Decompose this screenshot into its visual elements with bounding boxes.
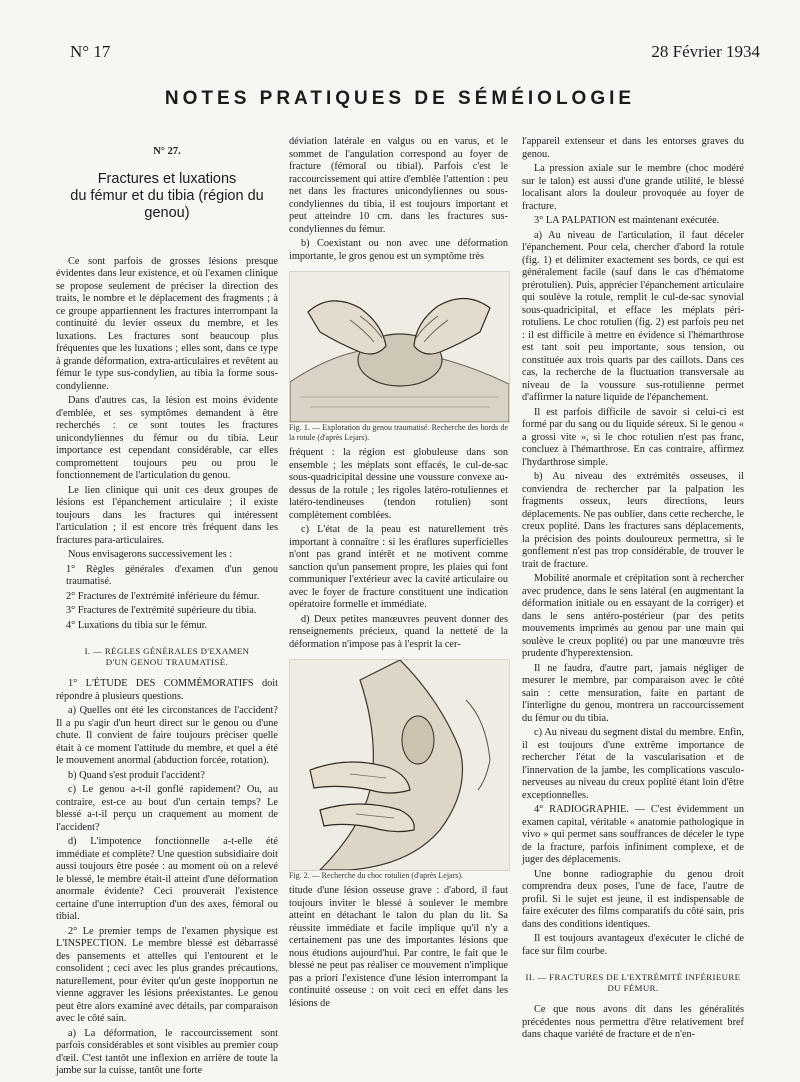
column-2 [289, 136, 508, 1012]
paragraph: d) Deux petites manœuvres peuvent donner des renseignements précieux, quand la netteté de la déformation n'impose pas à l'esprit la cer- [289, 613, 508, 650]
paragraph: b) Coexistant ou non avec une déformation importante, le gros genou est un symptôme très [289, 238, 508, 262]
paragraph: Il est toujours avantageux d'exécuter le cliché de face sur film courbe. [522, 933, 744, 957]
figure-1 [289, 271, 508, 443]
figure-2-caption: Fig. 2. — Recherche du choc rotulien (d'après Lejars). [289, 871, 464, 880]
page-header [70, 42, 760, 66]
paragraph: d) L'impotence fonctionnelle a-t-elle été immédiate et complète? Une question subsidiaire doit aussi toujours être posée : au moment où on a relevé le blessé, le membre était-il atteint d'une déformation anormale évidente? Ceci prouverait l'existence certaine d'une interruption d'un des axes, fémoral ou tibial. [56, 836, 278, 922]
paragraph: 3° LA PALPATION est maintenant exécutée. [534, 215, 720, 226]
page-date: 28 Février 1934 [651, 42, 760, 61]
paragraph: a) Au niveau de l'articulation, il faut déceler l'épanchement. Pour cela, chercher d'abord la rotule (fig. 1) et délimiter exactement ses bords, ce qui est généralement facile (sauf dans le cas d'hématome prérotulien). Puis, apprécier l'épanchement articulaire qui soulève la rotule, remplit le cul-de-sac synovial sous-quadricipital, et efface les méplats péri-rotuliens. Le choc rotulien (fig. 2) est parfois peu net : il est difficile à mettre en évidence si l'hémarthrose est tant soit peu importante, sous tension, ou constituée aux trois quarts par des caillots. Dans ces cas, la recherche de la fluctuation transversale au niveau de la voussure sus-rotulienne permet d'affirmer la nature liquide de l'épanchement. [522, 229, 744, 403]
paragraph: l'appareil extenseur et dans les entorses graves du genou. [522, 136, 744, 160]
paragraph: b) Au niveau des extrémités osseuses, il conviendra de rechercher par la palpation les fragments osseux, leurs directions, leurs déplacements. Ne pas oublier, dans cette recherche, le creux poplité. Dans les fractures sans déplacements, la précision des points douloureux permettra, si le gonflement n'est pas trop considérable, de trouver le trait de fracture. [522, 471, 745, 570]
paragraph: Une bonne radiographie du genou droit comprendra deux poses, l'une de face, l'autre de profil. Si le sujet est jeune, il est indispensable de faire exécuter des films comparatifs du côté sain, pris dans des conditions identiques. [522, 868, 744, 930]
paragraph: Il ne faudra, d'autre part, jamais négliger de mesurer le membre, par comparaison avec le côté sain : cette mensuration, faite en partant de l'interligne du genou, montrera un raccourcissement du fémur ou du tibia. [522, 662, 744, 724]
paragraph: 1° L'ÉTUDE DES COMMÉMORATIFS doit répondre à plusieurs questions. [56, 678, 278, 702]
list-item: 2° Fractures de l'extrémité inférieure du fémur. [66, 590, 260, 602]
column-1 [56, 136, 278, 1080]
knee-palpation-illustration [289, 271, 510, 423]
column-3 [522, 136, 744, 1044]
article-title-line1: Fractures et luxations [97, 170, 237, 187]
patellar-tap-illustration [289, 659, 510, 871]
paragraph: c) Au niveau du segment distal du membre. Enfin, il est toujours d'une extrême importance de rechercher l'état de la vascularisation et de l'innervation de la jambe, les complications vasculo-nerveuses au niveau du creux poplité étant loin d'être exceptionnelles. [522, 727, 744, 801]
subheading [56, 646, 278, 668]
article-title [56, 171, 278, 222]
subheading [522, 972, 744, 994]
paragraph: c) L'état de la peau est naturellement très important à connaître : si les éraflures superficielles n'ont pas grand intérêt et ne motivent comme sanction qu'un pansement propre, les plaies qui font communiquer l'extérieur avec la cavité articulaire ou avec le foyer de fracture constituent une indication opératoire formelle et immédiate. [289, 524, 508, 610]
figure-2 [289, 659, 508, 881]
page-number: N° 17 [70, 42, 111, 61]
paragraph: déviation latérale en valgus ou en varus, et le sommet de l'angulation correspond au foyer de fracture (fémoral ou tibial). Parfois c'est le raccourcissement qui attire d'emblée l'attention : peu net dans les fractures unicondyliennes ou sous-condyliennes du tibia, il est toujours important et peut atteindre 10 cm. dans les fractures sus-condyliennes du fémur. [289, 136, 508, 235]
paragraph: 4° RADIOGRAPHIE. — C'est évidemment un examen capital, véritable « anatomie pathologique in vivo » qui permet sans souffrances de déceler le type de la fracture, parfois infiniment complexe, et de juger des déplacements. [522, 804, 744, 865]
paragraph: titude d'une lésion osseuse grave : d'abord, il faut toujours inviter le blessé à soulever le membre atteint en détachant le talon du plan du lit. Sa réussite immédiate et facile implique qu'il n'y a certainement pas une des importantes lésions que nous étudions aujourd'hui. Par contre, le fait que le blessé ne peut pas réaliser ce mouvement n'implique pas a priori l'existence d'une lésion interrompant la continuité osseuse : on voit ceci en effet dans les lésions de [289, 885, 508, 1009]
list-item: 4° Luxations du tibia sur le fémur. [66, 619, 208, 631]
article-number: N° 27. [153, 146, 181, 157]
paragraph: c) Le genou a-t-il gonflé rapidement? Ou, au contraire, est-ce au bout d'un certain temps? Le blessé a-t-il perçu un craquement au moment de l'accident? [56, 784, 278, 833]
list-item: 1° Règles générales d'examen d'un genou traumatisé. [66, 563, 278, 587]
paragraph: Ce sont parfois de grosses lésions presque évidentes dans leur existence, et où l'examen clinique se propose seulement de préciser la direction des traits, le nombre et le déplacement des fragments ; à ce groupe appartiennent les fractures interrompant la continuité du levier osseux du membre, et les luxations. Les fractures sont beaucoup plus fréquentes que les luxations ; elles sont, dans ce type à grande déformation, extra-articulaires et revêtent au fémur le type sus-condylien, au tibia la forme sous-condylienne. [56, 255, 278, 392]
paragraph: Ce que nous avons dit dans les généralités précédentes nous permettra d'être relativement bref dans chaque variété de fracture et de n'en- [522, 1004, 744, 1040]
subheading-line1: I. — RÈGLES GÉNÉRALES D'EXAMEN [84, 646, 250, 656]
paragraph: 2° Le premier temps de l'examen physique est L'INSPECTION. Le membre blessé est débarrassé des pansements et attelles qui l'entourent et le consolident ; ceci avec les plus grandes précautions, naturellement, pour éviter qu'un geste inopportun ne vienne aggraver les lésions préexistantes. Le genou peut être alors examiné avec détails, par comparaison avec le côté sain. [56, 925, 278, 1024]
paragraph: Mobilité anormale et crépitation sont à rechercher avec prudence, dans le sens latéral (en augmentant la déformation initiale ou en essayant de la corriger) et dans le sens antéro-postérieur (par des petits mouvements imprimés au genou par une main qui soulève le creux poplité) ou par une manœuvre très prudente d'hyperextension. [522, 573, 744, 659]
subheading-line1: II. — FRACTURES DE L'EXTRÉMITÉ INFÉRIEURE [525, 972, 741, 982]
paragraph: La pression axiale sur le membre (choc modéré sur le talon) est aussi d'une grande utilité, le blessé localisant alors la douleur provoquée au foyer de fracture. [522, 163, 744, 212]
paragraph: Le lien clinique qui unit ces deux groupes de lésions est l'épanchement articulaire ; il existe toujours dans les fractures qui intéressent l'articulation ; il est encore très fréquent dans les fractures para-articulaires. [56, 484, 278, 546]
paragraph: a) Quelles ont été les circonstances de l'accident? Il a pu s'agir d'un heurt direct sur le genou ou d'une chute. Il convient de faire toujours préciser quelle était à ce moment l'attitude du membre, et quel a été le mouvement anormal (abduction forcée, rotation). [56, 705, 278, 766]
subheading-line2: DU FÉMUR. [607, 983, 659, 993]
paragraph: Il est parfois difficile de savoir si celui-ci est formé par du sang ou du liquide séreux. Si le genou « a grossi vite », si le choc rotulien n'est pas franc, concluez à l'hémarthrose. En cas contraire, affirmez l'hydarthrose simple. [522, 406, 744, 468]
paragraph: a) La déformation, le raccourcissement sont parfois considérables et sont visibles au premier coup d'œil. C'est tantôt une inflexion en arrière de toute la jambe sur la cuisse, tantôt une forte [56, 1027, 278, 1076]
section-heading: NOTES PRATIQUES DE SÉMÉIOLOGIE [164, 88, 636, 109]
paragraph: Dans d'autres cas, la lésion est moins évidente d'emblée, et ses symptômes demandent à être recherchés : ce sont toutes les fractures unicondyliennes du fémur ou du tibia. Leur importance est cependant considérable, car elles compromettent toujours peu ou prou le fonctionnement de l'articulation du genou. [56, 395, 278, 481]
subheading-line2: D'UN GENOU TRAUMATISÉ. [105, 657, 229, 667]
figure-1-caption: Fig. 1. — Exploration du genou traumatisé. Recherche des bords de la rotule (d'après Lejars). [289, 423, 508, 442]
article-title-line2: du fémur et du tibia (région du genou) [70, 187, 264, 221]
paragraph: b) Quand s'est produit l'accident? [68, 769, 205, 781]
paragraph: Nous envisagerons successivement les : [68, 549, 233, 560]
paragraph: fréquent : la région est globuleuse dans son ensemble ; les méplats sont effacés, le cul-de-sac sous-quadricipital dessine une voussure convexe au-dessus de la rotule ; les rigoles latéro-rotuliennes et latéro-tendineuses (tendon rotulien) sont complètement comblées. [289, 447, 508, 521]
list-item: 3° Fractures de l'extrémité supérieure du tibia. [66, 605, 257, 616]
